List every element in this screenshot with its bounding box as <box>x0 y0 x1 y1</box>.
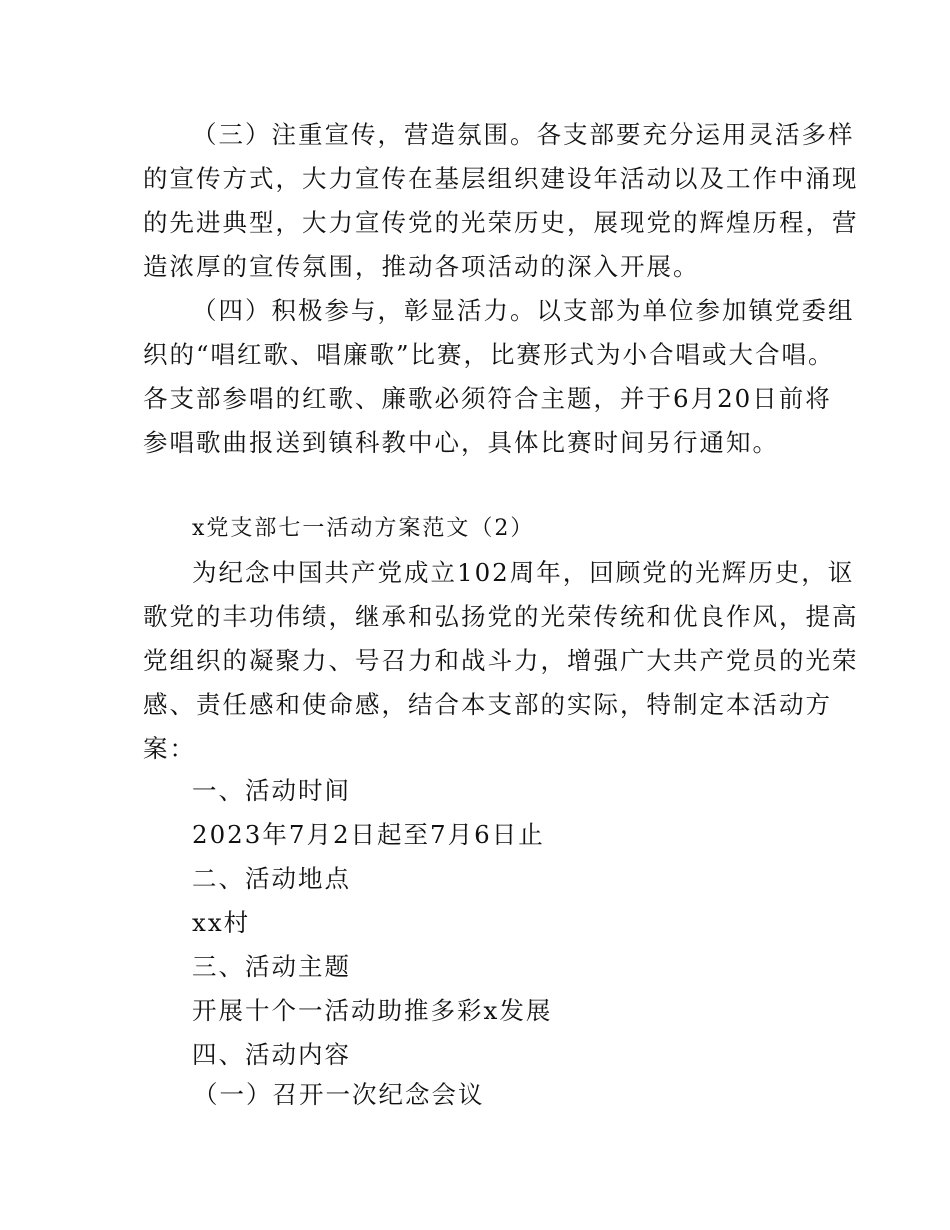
intro-line-1: 为纪念中国共产党成立102周年，回顾党的光辉历史，讴 <box>192 558 855 587</box>
paragraph-3-line-4: 造浓厚的宣传氛围，推动各项活动的深入开展。 <box>143 252 700 281</box>
activity-location-value: xx村 <box>192 908 251 937</box>
activity-theme-value: 开展十个一活动助推多彩x发展 <box>192 996 553 1025</box>
activity-content-item-1: （一）召开一次纪念会议 <box>193 1080 485 1109</box>
intro-line-4: 感、责任感和使命感，结合本支部的实际，特制定本活动方 <box>143 690 832 719</box>
intro-line-5: 案： <box>143 734 196 763</box>
paragraph-4-line-3: 各支部参唱的红歌、廉歌必须符合主题，并于6月20日前将 <box>143 384 832 413</box>
paragraph-3-line-2: 的宣传方式，大力宣传在基层组织建设年活动以及工作中涌现 <box>143 164 859 193</box>
heading-activity-time: 一、活动时间 <box>192 776 351 805</box>
paragraph-3-line-3: 的先进典型，大力宣传党的光荣历史，展现党的辉煌历程，营 <box>143 208 859 237</box>
intro-line-3: 党组织的凝聚力、号召力和战斗力，增强广大共产党员的光荣 <box>143 646 859 675</box>
paragraph-4-line-4: 参唱歌曲报送到镇科教中心，具体比赛时间另行通知。 <box>143 428 779 457</box>
heading-activity-theme: 三、活动主题 <box>192 952 351 981</box>
heading-activity-content: 四、活动内容 <box>192 1040 351 1069</box>
heading-activity-location: 二、活动地点 <box>192 864 351 893</box>
intro-line-2: 歌党的丰功伟绩，继承和弘扬党的光荣传统和优良作风，提高 <box>143 602 859 631</box>
paragraph-3-line-1: （三）注重宣传，营造氛围。各支部要充分运用灵活多样 <box>192 120 855 149</box>
activity-time-value: 2023年7月2日起至7月6日止 <box>192 820 545 849</box>
paragraph-4-line-2: 织的“唱红歌、唱廉歌”比赛，比赛形式为小合唱或大合唱。 <box>143 340 835 369</box>
section-title: x党支部七一活动方案范文（2） <box>192 516 535 541</box>
paragraph-4-line-1: （四）积极参与，彰显活力。以支部为单位参加镇党委组 <box>192 296 855 325</box>
